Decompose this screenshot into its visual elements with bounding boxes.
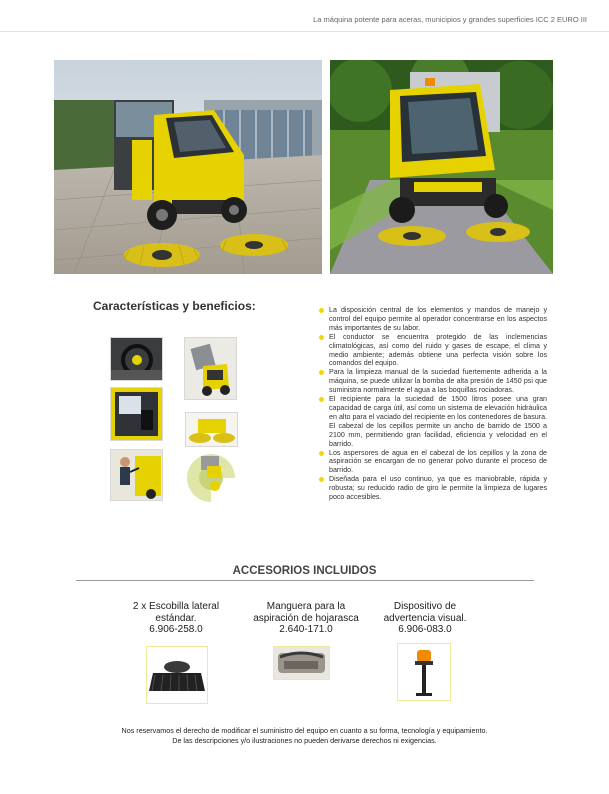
footer-disclaimer-line2: De las descripciones y/o ilustraciones no pueden derivarse derechos ni exigencias. <box>172 736 437 745</box>
thumb-sweeping-diagram <box>184 451 239 505</box>
features-list <box>319 306 547 502</box>
accessory-code: 6.906-258.0 <box>149 624 203 635</box>
warning-beacon-image <box>397 643 451 701</box>
thumb-high-pressure-cleaning <box>110 449 163 501</box>
feature-item: El conductor se encuentra protegido de las inclemencias climatológicas, así como del ruido y gases de escape, el clima y medio ambiente; además obtiene una perfecta visión sobre los comandos del equipo. <box>319 333 547 369</box>
accessories-divider <box>76 580 534 581</box>
accessory-name-line2: advertencia visual. <box>383 612 467 624</box>
accessory-side-brush <box>113 601 239 636</box>
accessory-name-line2: aspiración de hojarasca <box>253 612 359 624</box>
header-divider <box>0 31 609 32</box>
features-heading: Características y beneficios: <box>93 299 256 313</box>
thumb-operator-controls <box>110 387 163 441</box>
leaf-hose-image <box>273 646 330 680</box>
hero-photo-park <box>330 60 553 274</box>
footer-disclaimer-line1: Nos reservamos el derecho de modificar el suministro del equipo en cuanto a su forma, tecnología y equipamiento. <box>121 726 488 735</box>
accessories-heading: ACCESORIOS INCLUIDOS <box>232 565 377 577</box>
thumb-brush-head <box>185 412 238 447</box>
bullet-dot-icon <box>319 397 324 402</box>
feature-item: Los aspersores de agua en el cabezal de los cepillos y la zona de aspiración se encargan de no generar polvo durante el proceso de barrido. <box>319 449 547 476</box>
accessory-code: 2.640-171.0 <box>279 624 333 635</box>
accessory-name-line1: 2 x Escobilla lateral <box>132 601 220 612</box>
accessory-name-line1: Dispositivo de <box>393 601 457 612</box>
thumb-machine-raised-bin <box>184 337 237 400</box>
feature-item: Diseñada para el uso continuo, ya que es maniobrable, rápida y robusta; su reducido radio de giro le permite la limpieza de lugares poco accesibles. <box>319 475 547 502</box>
feature-item: El recipiente para la suciedad de 1500 litros posee una gran capacidad de carga útil, así como un sistema de elevación hidráulica en alto para el vaciado del recipiente en los contenedores de basura. El cabezal de los cepillos permite un ancho de barrido de 1500 a 2100 mm, permitiendo gran facilidad, eficiencia y velocidad en el barrido. <box>319 395 547 448</box>
accessory-leaf-hose <box>244 601 368 636</box>
accessory-code: 6.906-083.0 <box>398 624 452 635</box>
bullet-dot-icon <box>319 370 324 375</box>
accessory-warning-beacon <box>375 601 475 636</box>
page-header-title: La máquina potente para aceras, municipios y grandes superficies ICC 2 EURO III <box>313 15 587 24</box>
hero-photo-plaza <box>54 60 322 274</box>
accessory-name-line2: estándar. <box>155 612 197 624</box>
bullet-dot-icon <box>319 308 324 313</box>
side-brush-image <box>146 646 208 704</box>
thumb-steering-wheel <box>110 337 163 381</box>
feature-item: La disposición central de los elementos y mandos de manejo y control del equipo permite al operador concentrarse en los aspectos más importantes de su labor. <box>319 306 547 333</box>
feature-item: Para la limpieza manual de la suciedad fuertemente adherida a la máquina, se puede utilizar la bomba de alta presión de 1450 psi que suministra normalmente el agua a las boquillas rociadoras. <box>319 368 547 395</box>
bullet-dot-icon <box>319 451 324 456</box>
bullet-dot-icon <box>319 477 324 482</box>
bullet-dot-icon <box>319 335 324 340</box>
accessory-name-line1: Manguera para la <box>266 601 346 612</box>
